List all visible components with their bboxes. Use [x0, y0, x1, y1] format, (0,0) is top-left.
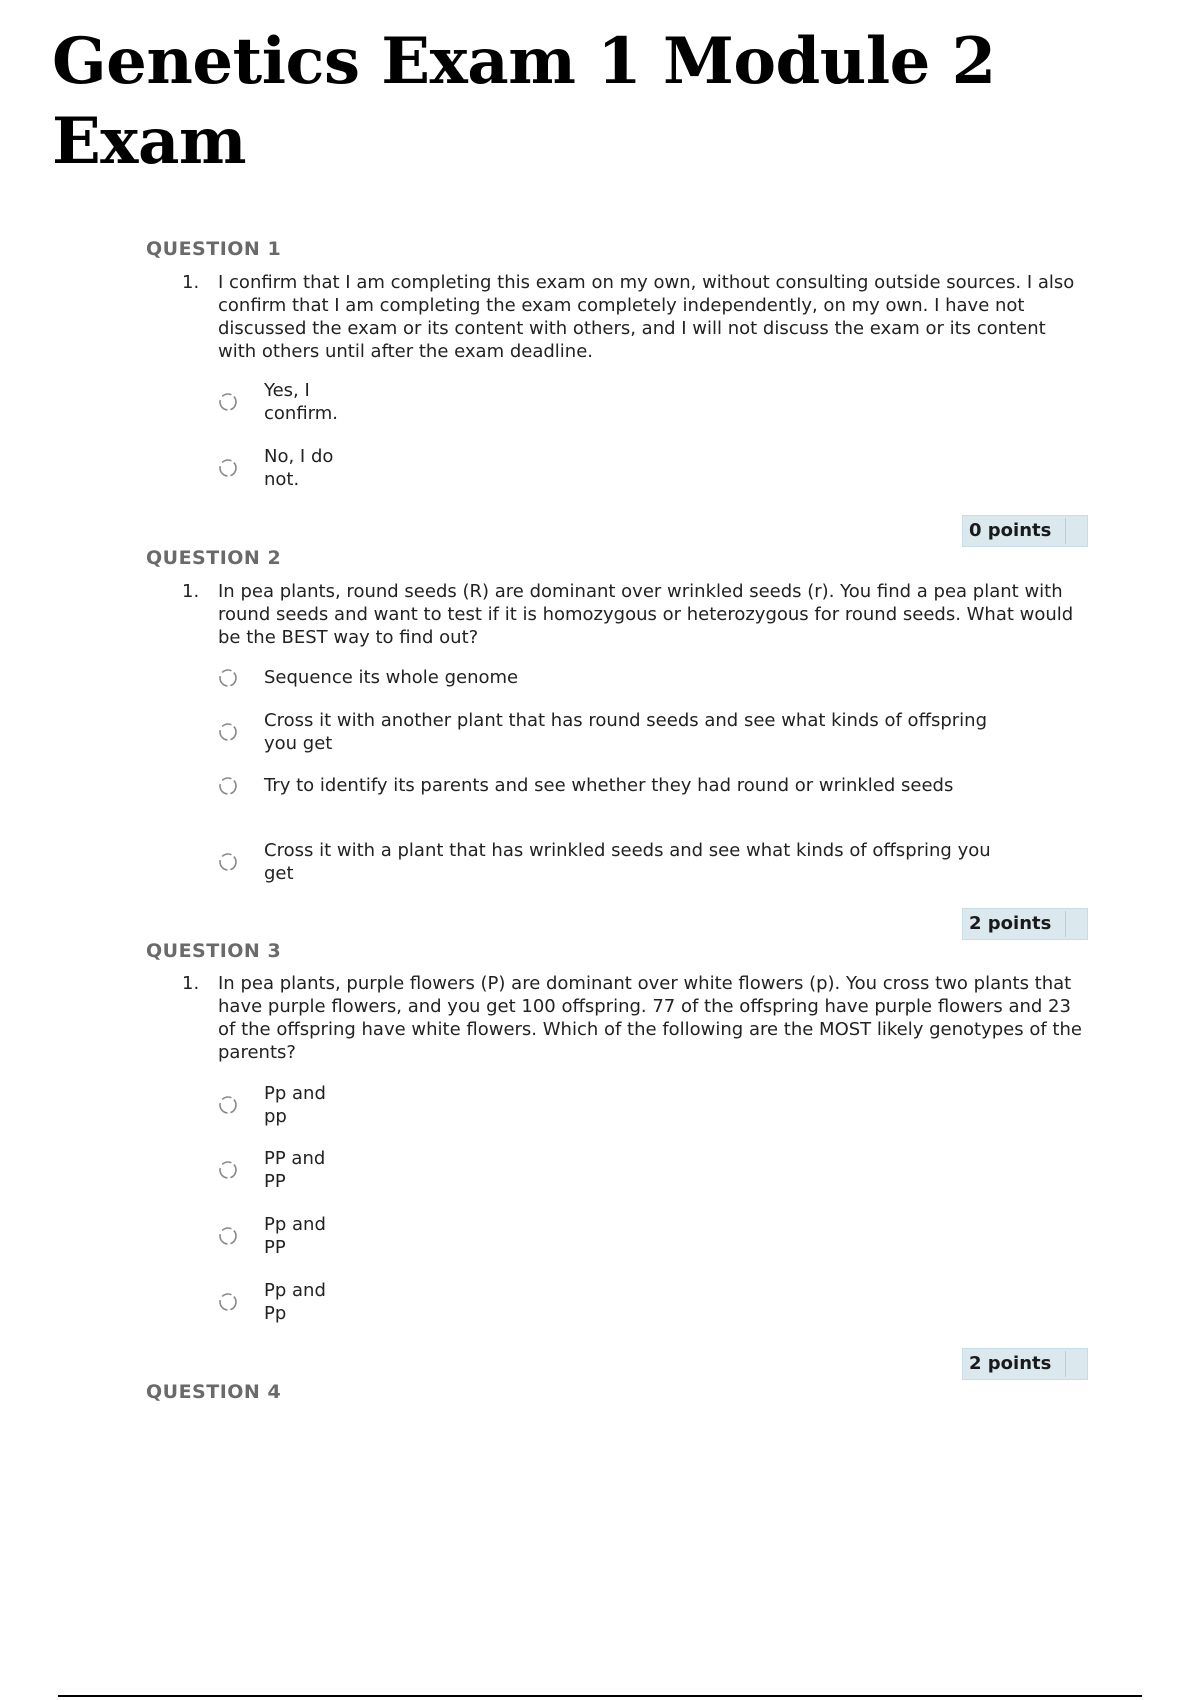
question-heading-4: QUESTION 4	[146, 1381, 282, 1403]
question-text-2: In pea plants, round seeds (R) are dominant over wrinkled seeds (r). You find a pea plant with round seeds and want to test if it is homozygous or heterozygous for round seeds. What would be the BEST way to find out?	[218, 581, 1074, 648]
answer-option[interactable]	[218, 445, 354, 491]
question-number: 1.	[182, 581, 200, 602]
question-heading-1: QUESTION 1	[146, 238, 282, 260]
answer-option[interactable]	[218, 774, 1004, 797]
radio-button-icon[interactable]	[218, 1160, 238, 1180]
page-title: Genetics Exam 1 Module 2 Exam	[52, 24, 996, 179]
radio-button-icon[interactable]	[218, 392, 238, 412]
question-heading-2: QUESTION 2	[146, 547, 282, 569]
points-label: 2 points	[969, 1353, 1052, 1374]
answer-option-label: Sequence its whole genome	[264, 667, 519, 688]
radio-button-icon[interactable]	[218, 668, 238, 688]
answer-option[interactable]	[218, 1147, 344, 1193]
answer-option-label: Try to identify its parents and see whether they had round or wrinkled seeds	[264, 775, 954, 796]
points-badge	[962, 515, 1088, 547]
answer-option[interactable]	[218, 1279, 344, 1325]
radio-button-icon[interactable]	[218, 1226, 238, 1246]
answer-option-label: No, I do not.	[264, 446, 334, 490]
answer-option[interactable]	[218, 379, 354, 425]
answer-option[interactable]	[218, 709, 1004, 755]
radio-button-icon[interactable]	[218, 852, 238, 872]
answer-option[interactable]	[218, 1213, 344, 1259]
answer-option-label: Cross it with a plant that has wrinkled seeds and see what kinds of offspring you get	[264, 840, 991, 884]
question-number: 1.	[182, 973, 200, 994]
radio-button-icon[interactable]	[218, 458, 238, 478]
points-label: 0 points	[969, 520, 1052, 541]
page-divider	[58, 1695, 1142, 1697]
points-badge	[962, 908, 1088, 940]
answer-option-label: PP and PP	[264, 1148, 326, 1192]
answer-option[interactable]	[218, 1082, 344, 1128]
question-number: 1.	[182, 272, 200, 293]
question-text-3: In pea plants, purple flowers (P) are dominant over white flowers (p). You cross two plants that have purple flowers, and you get 100 offspring. 77 of the offspring have purple flowers and 23 of the offspring have white flowers. Which of the following are the MOST likely genotypes of the parents?	[218, 973, 1082, 1063]
points-label: 2 points	[969, 913, 1052, 934]
answer-option[interactable]	[218, 839, 1004, 885]
radio-button-icon[interactable]	[218, 1095, 238, 1115]
answer-option-label: Pp and pp	[264, 1083, 326, 1127]
answer-option[interactable]	[218, 666, 518, 689]
answer-option-label: Pp and Pp	[264, 1280, 326, 1324]
question-text-1: I confirm that I am completing this exam on my own, without consulting outside sources. I also confirm that I am completing the exam completely independently, on my own. I have not discussed the exam or its content with others, and I will not discuss the exam or its content with others until after the exam deadline.	[218, 272, 1075, 362]
answer-option-label: Cross it with another plant that has round seeds and see what kinds of offspring you get	[264, 710, 988, 754]
radio-button-icon[interactable]	[218, 776, 238, 796]
points-badge	[962, 1348, 1088, 1380]
radio-button-icon[interactable]	[218, 1292, 238, 1312]
answer-option-label: Yes, I confirm.	[264, 380, 338, 424]
question-heading-3: QUESTION 3	[146, 940, 282, 962]
radio-button-icon[interactable]	[218, 722, 238, 742]
answer-option-label: Pp and PP	[264, 1214, 326, 1258]
